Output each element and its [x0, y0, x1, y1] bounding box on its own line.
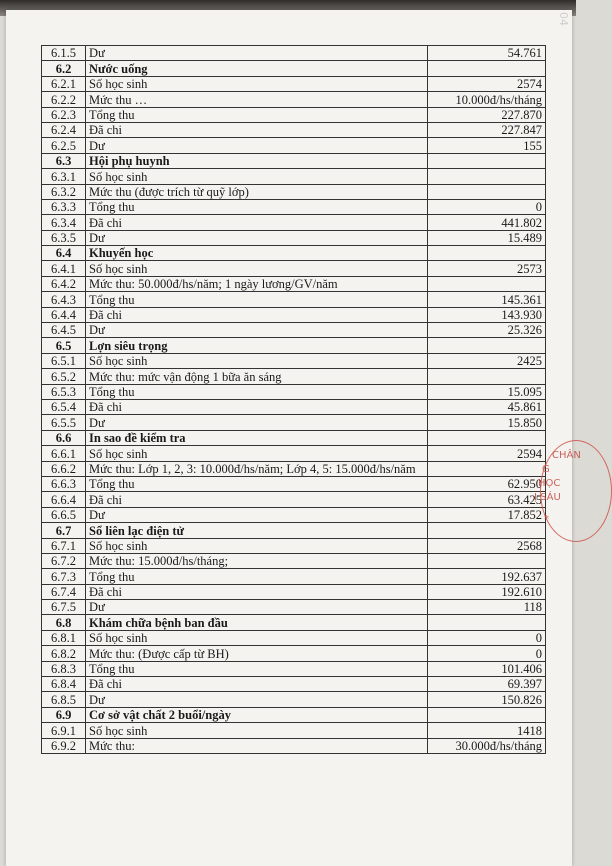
row-number-cell: 6.8.3: [42, 661, 86, 676]
row-value-cell: 0: [428, 646, 546, 661]
row-value-cell: [428, 276, 546, 291]
table-row: [42, 661, 546, 676]
row-number-cell: 6.3.4: [42, 215, 86, 230]
table-row: [42, 446, 546, 461]
row-number-cell: 6.5.5: [42, 415, 86, 430]
seal-text: G: [542, 464, 550, 475]
row-value-cell: 69.397: [428, 677, 546, 692]
row-label-cell: Số học sinh: [86, 723, 428, 738]
row-label-cell: Dư: [86, 138, 428, 153]
red-seal-stamp: [534, 440, 581, 550]
table-row: [42, 261, 546, 276]
row-value-cell: 118: [428, 600, 546, 615]
row-value-cell: 143.930: [428, 307, 546, 322]
row-label-cell: Dư: [86, 46, 428, 61]
row-value-cell: 0: [428, 630, 546, 645]
row-label-cell: Số học sinh: [86, 538, 428, 553]
table-row: [42, 692, 546, 707]
row-label-cell: Tổng thu: [86, 476, 428, 491]
row-label-cell: Dư: [86, 230, 428, 245]
row-label-cell: Tổng thu: [86, 292, 428, 307]
row-number-cell: 6.3.5: [42, 230, 86, 245]
row-label-cell: Đã chi: [86, 677, 428, 692]
row-label-cell: Số học sinh: [86, 76, 428, 91]
section-row: [42, 430, 546, 445]
table-row: [42, 677, 546, 692]
row-number-cell: 6.2.4: [42, 122, 86, 137]
table-row: [42, 199, 546, 214]
row-label-cell: Đã chi: [86, 215, 428, 230]
row-label-cell: Mức thu …: [86, 92, 428, 107]
row-label-cell: Mức thu: mức vận động 1 bữa ăn sáng: [86, 369, 428, 384]
row-value-cell: [428, 430, 546, 445]
row-value-cell: [428, 338, 546, 353]
row-label-cell: Số học sinh: [86, 353, 428, 368]
row-number-cell: 6.6: [42, 430, 86, 445]
row-value-cell: [428, 523, 546, 538]
row-value-cell: 145.361: [428, 292, 546, 307]
row-number-cell: 6.7.4: [42, 584, 86, 599]
row-label-cell: Khám chữa bệnh ban đầu: [86, 615, 428, 630]
table-row: [42, 230, 546, 245]
row-label-cell: Mức thu (được trích từ quỹ lớp): [86, 184, 428, 199]
row-label-cell: Cơ sở vật chất 2 buổi/ngày: [86, 707, 428, 722]
row-number-cell: 6.6.3: [42, 476, 86, 491]
row-number-cell: 6.4.2: [42, 276, 86, 291]
row-label-cell: Mức thu: Lớp 1, 2, 3: 10.000đ/hs/năm; Lớp 4, 5: 15.000đ/hs/năm: [86, 461, 428, 476]
row-label-cell: Đã chi: [86, 399, 428, 414]
row-value-cell: 15.850: [428, 415, 546, 430]
row-number-cell: 6.5.3: [42, 384, 86, 399]
row-value-cell: 15.095: [428, 384, 546, 399]
row-value-cell: [428, 246, 546, 261]
row-label-cell: Số học sinh: [86, 446, 428, 461]
row-value-cell: 2594: [428, 446, 546, 461]
table-row: [42, 353, 546, 368]
section-row: [42, 61, 546, 76]
corner-page-number: 04: [557, 12, 570, 26]
table-row: [42, 184, 546, 199]
row-label-cell: Hội phụ huynh: [86, 153, 428, 168]
row-value-cell: 227.870: [428, 107, 546, 122]
row-number-cell: 6.6.1: [42, 446, 86, 461]
section-row: [42, 153, 546, 168]
table-row: [42, 76, 546, 91]
seal-text: Ị SÁU: [534, 492, 561, 503]
table-row: [42, 399, 546, 414]
row-number-cell: 6.4.3: [42, 292, 86, 307]
row-value-cell: 0: [428, 199, 546, 214]
row-number-cell: 6.7.5: [42, 600, 86, 615]
section-row: [42, 615, 546, 630]
row-label-cell: Dư: [86, 692, 428, 707]
row-number-cell: 6.8: [42, 615, 86, 630]
row-number-cell: 6.2.2: [42, 92, 86, 107]
row-value-cell: [428, 184, 546, 199]
row-label-cell: Đã chi: [86, 122, 428, 137]
table-row: [42, 553, 546, 568]
table-row: [42, 461, 546, 476]
row-label-cell: Tổng thu: [86, 199, 428, 214]
row-label-cell: Mức thu: (Được cấp từ BH): [86, 646, 428, 661]
row-number-cell: 6.1.5: [42, 46, 86, 61]
table-row: [42, 538, 546, 553]
table-row: [42, 323, 546, 338]
row-value-cell: [428, 369, 546, 384]
row-value-cell: 227.847: [428, 122, 546, 137]
row-number-cell: 6.6.4: [42, 492, 86, 507]
row-value-cell: 1418: [428, 723, 546, 738]
row-label-cell: Dư: [86, 507, 428, 522]
row-number-cell: 6.6.2: [42, 461, 86, 476]
row-number-cell: 6.9: [42, 707, 86, 722]
row-value-cell: 2568: [428, 538, 546, 553]
table-row: [42, 138, 546, 153]
table-row: [42, 369, 546, 384]
row-number-cell: 6.4.1: [42, 261, 86, 276]
row-number-cell: 6.8.1: [42, 630, 86, 645]
row-label-cell: Số học sinh: [86, 169, 428, 184]
row-number-cell: 6.2.1: [42, 76, 86, 91]
row-number-cell: 6.8.5: [42, 692, 86, 707]
table-row: [42, 492, 546, 507]
section-row: [42, 523, 546, 538]
row-label-cell: Đã chi: [86, 584, 428, 599]
table-row: [42, 507, 546, 522]
table-row: [42, 307, 546, 322]
row-label-cell: Dư: [86, 415, 428, 430]
row-number-cell: 6.7.1: [42, 538, 86, 553]
table-row: [42, 92, 546, 107]
section-row: [42, 707, 546, 722]
seal-text: *: [544, 514, 549, 525]
table-row: [42, 738, 546, 753]
row-value-cell: 2425: [428, 353, 546, 368]
row-value-cell: 155: [428, 138, 546, 153]
row-value-cell: 2573: [428, 261, 546, 276]
row-number-cell: 6.3.3: [42, 199, 86, 214]
row-value-cell: 150.826: [428, 692, 546, 707]
row-value-cell: [428, 169, 546, 184]
row-label-cell: Tổng thu: [86, 661, 428, 676]
row-value-cell: 62.950: [428, 476, 546, 491]
row-value-cell: 10.000đ/hs/tháng: [428, 92, 546, 107]
row-number-cell: 6.3: [42, 153, 86, 168]
row-value-cell: 54.761: [428, 46, 546, 61]
seal-text: HỌC: [538, 478, 561, 489]
row-label-cell: Số học sinh: [86, 261, 428, 276]
table-row: [42, 630, 546, 645]
row-label-cell: Lợn siêu trọng: [86, 338, 428, 353]
row-value-cell: [428, 61, 546, 76]
row-number-cell: 6.7.3: [42, 569, 86, 584]
row-label-cell: Sổ liên lạc điện tử: [86, 523, 428, 538]
row-number-cell: 6.8.2: [42, 646, 86, 661]
row-label-cell: Mức thu: 15.000đ/hs/tháng;: [86, 553, 428, 568]
row-label-cell: Dư: [86, 323, 428, 338]
row-number-cell: 6.5: [42, 338, 86, 353]
table-row: [42, 584, 546, 599]
row-number-cell: 6.5.4: [42, 399, 86, 414]
row-value-cell: 30.000đ/hs/tháng: [428, 738, 546, 753]
row-number-cell: 6.7.2: [42, 553, 86, 568]
row-value-cell: 25.326: [428, 323, 546, 338]
row-value-cell: 101.406: [428, 661, 546, 676]
row-number-cell: 6.4: [42, 246, 86, 261]
row-number-cell: 6.2: [42, 61, 86, 76]
table-row: [42, 723, 546, 738]
row-value-cell: 441.802: [428, 215, 546, 230]
seal-text: CHÂN: [552, 450, 581, 461]
row-number-cell: 6.2.5: [42, 138, 86, 153]
row-number-cell: 6.9.2: [42, 738, 86, 753]
table-row: [42, 646, 546, 661]
row-number-cell: 6.5.2: [42, 369, 86, 384]
row-number-cell: 6.7: [42, 523, 86, 538]
row-value-cell: 2574: [428, 76, 546, 91]
row-label-cell: Dư: [86, 600, 428, 615]
row-label-cell: Nước uống: [86, 61, 428, 76]
row-label-cell: Tổng thu: [86, 384, 428, 399]
row-number-cell: 6.2.3: [42, 107, 86, 122]
row-value-cell: [428, 153, 546, 168]
table-row: [42, 215, 546, 230]
table-row: [42, 569, 546, 584]
row-number-cell: 6.8.4: [42, 677, 86, 692]
row-label-cell: Tổng thu: [86, 569, 428, 584]
row-label-cell: Khuyến học: [86, 246, 428, 261]
row-label-cell: Số học sinh: [86, 630, 428, 645]
row-value-cell: [428, 707, 546, 722]
table-row: [42, 384, 546, 399]
table-row: [42, 107, 546, 122]
row-value-cell: 192.610: [428, 584, 546, 599]
table-row: [42, 292, 546, 307]
row-label-cell: Đã chi: [86, 492, 428, 507]
table-row: [42, 276, 546, 291]
table-row: [42, 46, 546, 61]
row-number-cell: 6.4.4: [42, 307, 86, 322]
row-number-cell: 6.6.5: [42, 507, 86, 522]
table-row: [42, 169, 546, 184]
row-value-cell: [428, 615, 546, 630]
table-row: [42, 415, 546, 430]
row-label-cell: In sao đề kiểm tra: [86, 430, 428, 445]
row-number-cell: 6.4.5: [42, 323, 86, 338]
row-label-cell: Đã chi: [86, 307, 428, 322]
table-row: [42, 600, 546, 615]
row-label-cell: Mức thu:: [86, 738, 428, 753]
row-number-cell: 6.3.2: [42, 184, 86, 199]
row-number-cell: 6.5.1: [42, 353, 86, 368]
finance-table: [41, 45, 546, 754]
row-value-cell: 63.425: [428, 492, 546, 507]
row-value-cell: 45.861: [428, 399, 546, 414]
row-number-cell: 6.9.1: [42, 723, 86, 738]
section-row: [42, 338, 546, 353]
section-row: [42, 246, 546, 261]
row-value-cell: 192.637: [428, 569, 546, 584]
table-row: [42, 122, 546, 137]
row-label-cell: Tổng thu: [86, 107, 428, 122]
row-value-cell: [428, 553, 546, 568]
row-value-cell: 15.489: [428, 230, 546, 245]
row-value-cell: 17.852: [428, 507, 546, 522]
row-number-cell: 6.3.1: [42, 169, 86, 184]
table-row: [42, 476, 546, 491]
row-label-cell: Mức thu: 50.000đ/hs/năm; 1 ngày lương/GV/năm: [86, 276, 428, 291]
row-value-cell: [428, 461, 546, 476]
